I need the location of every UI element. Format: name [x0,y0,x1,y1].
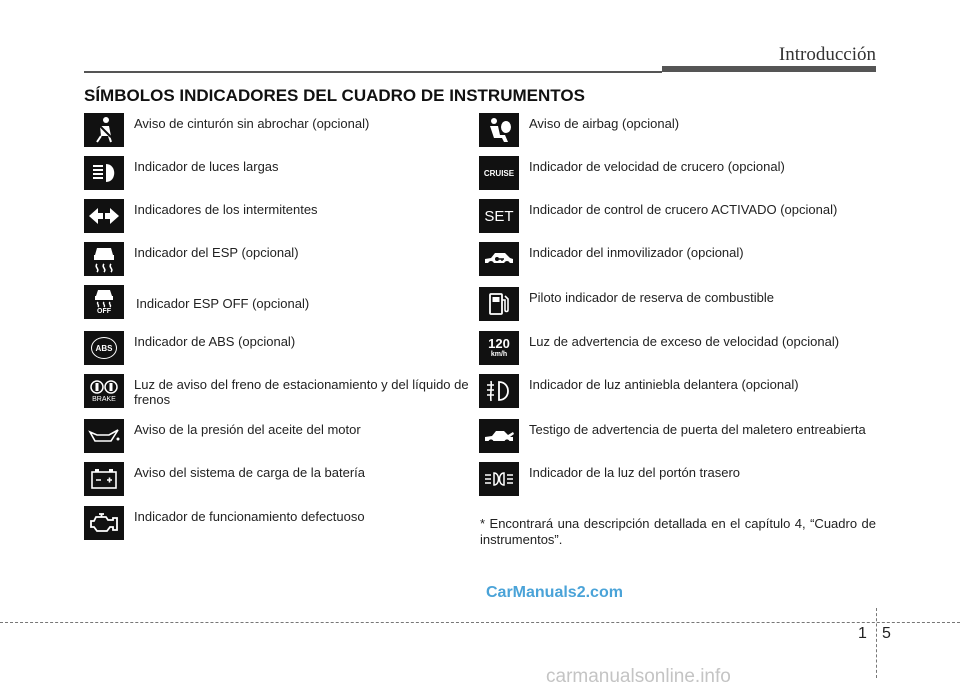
indicator-label: Indicador ESP OFF (opcional) [136,296,310,311]
indicator-label: Indicador del inmovilizador (opcional) [529,245,744,260]
set-icon [479,199,519,233]
indicator-label: Indicador de ABS (opcional) [134,334,296,349]
battery-icon [84,462,124,496]
esp-off-icon [84,285,124,319]
indicator-label: Piloto indicador de reserva de combustible [529,290,774,305]
oil-pressure-icon [84,419,124,453]
indicator-item-high-beam [84,156,484,192]
chapter-number: 1 [858,625,867,642]
indicator-label: Aviso del sistema de carga de la batería [134,465,366,480]
abs-text: ABS [91,337,117,359]
indicator-item-cruise-set [479,199,879,235]
brake-icon [84,374,124,408]
indicator-item-oil [84,419,484,455]
indicator-item-seatbelt [84,113,484,149]
indicator-label: Indicador de control de crucero ACTIVADO (opcional) [529,202,838,217]
indicator-item-engine [84,506,484,542]
seatbelt-icon [84,113,124,147]
footer-watermark[interactable]: carmanualsonline.info [546,666,731,687]
trunk-open-icon [479,419,519,453]
indicator-label: Aviso de airbag (opcional) [529,116,680,131]
esp-off-text: OFF [97,308,111,315]
tailgate-light-icon [479,462,519,496]
indicator-label: Indicador del ESP (opcional) [134,245,299,260]
indicator-item-tailgate-light [479,462,879,498]
footnote: * Encontrará una descripción detallada en el capítulo 4, “Cuadro de instrumentos”. [480,516,876,547]
indicator-label: Indicador de velocidad de crucero (opcional) [529,159,785,174]
indicator-item-turn-signals [84,199,484,235]
indicator-item-overspeed [479,331,879,367]
indicator-label: Testigo de advertencia de puerta del maletero entreabierta [529,422,866,437]
set-text: SET [484,207,514,225]
indicator-item-fuel [479,287,879,323]
indicator-item-airbag [479,113,879,149]
indicator-label: Luz de advertencia de exceso de velocidad (opcional) [529,334,840,349]
page-title: SÍMBOLOS INDICADORES DEL CUADRO DE INSTRUMENTOS [84,86,585,105]
turn-signal-icon [84,199,124,233]
front-fog-icon [479,374,519,408]
indicator-label: Indicador de luces largas [134,159,279,174]
indicator-item-esp [84,242,484,278]
indicator-item-brake [84,374,484,410]
overspeed-value: 120 [488,336,510,351]
esp-icon [84,242,124,276]
indicator-label: Indicador de funcionamiento defectuoso [134,509,365,524]
indicator-label: Indicador de la luz del portón trasero [529,465,741,480]
header-bar [662,66,876,72]
brake-text: BRAKE [92,395,116,403]
section-header: Introducción [778,44,876,65]
indicator-label: Luz de aviso del freno de estacionamiento y del líquido de frenos [134,377,469,407]
cruise-icon [479,156,519,190]
indicator-label: Indicador de luz antiniebla delantera (opcional) [529,377,799,392]
indicator-item-front-fog [479,374,879,410]
indicator-item-esp-off [84,285,484,321]
immobilizer-icon [479,242,519,276]
indicator-item-abs [84,331,484,367]
indicator-label: Indicadores de los intermitentes [134,202,318,217]
indicator-item-battery [84,462,484,498]
indicator-item-immobilizer [479,242,879,278]
footer-rule [0,622,960,623]
high-beam-icon [84,156,124,190]
indicator-item-cruise [479,156,879,192]
fuel-icon [479,287,519,321]
header-rule [84,71,662,73]
engine-check-icon [84,506,124,540]
overspeed-icon [479,331,519,365]
watermark[interactable]: CarManuals2.com [486,584,623,601]
indicator-item-trunk-open [479,419,879,455]
footer-divider [876,608,877,678]
airbag-icon [479,113,519,147]
overspeed-unit: km/h [490,351,508,358]
indicator-label: Aviso de la presión del aceite del motor [134,422,361,437]
cruise-text: CRUISE [483,168,515,178]
page-number: 5 [882,625,891,642]
indicator-label: Aviso de cinturón sin abrochar (opcional) [134,116,370,131]
abs-icon [84,331,124,365]
